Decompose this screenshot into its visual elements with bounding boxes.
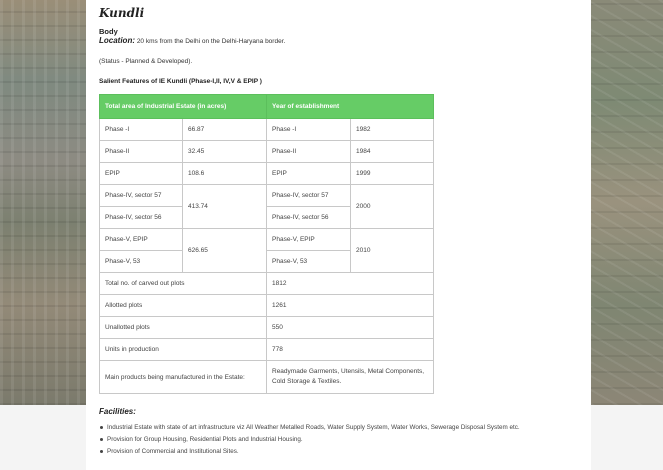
phase-label: Phase-V, 53 xyxy=(100,251,183,273)
stat-label: Units in production xyxy=(100,339,267,361)
phase-label: Phase-V, 53 xyxy=(267,251,351,273)
salient-features-table xyxy=(99,94,434,394)
table-row xyxy=(100,229,434,251)
phase-label: EPIP xyxy=(267,163,351,185)
location-line xyxy=(99,36,285,45)
stat-value: Readymade Garments, Utensils, Metal Components, Cold Storage & Textiles. xyxy=(267,361,434,394)
phase-label: Phase-II xyxy=(100,141,183,163)
area-value: 66.87 xyxy=(183,119,267,141)
area-value: 626.65 xyxy=(183,229,267,273)
phase-label: Phase-IV, sector 57 xyxy=(267,185,351,207)
list-item: Provision for Group Housing, Residential Plots and Industrial Housing. xyxy=(99,436,520,443)
stat-value: 778 xyxy=(267,339,434,361)
background-aerial-image-left xyxy=(0,0,86,405)
location-text: 20 kms from the Delhi on the Delhi-Haryana border. xyxy=(136,38,286,45)
phase-label: Phase-IV, sector 57 xyxy=(100,185,183,207)
phase-label: Phase -I xyxy=(100,119,183,141)
year-value: 1982 xyxy=(351,119,434,141)
table-row xyxy=(100,185,434,207)
list-item: Industrial Estate with state of art infrastructure viz All Weather Metalled Roads, Water Supply System, Water Works, Sewerage Disposal System etc. xyxy=(99,424,520,431)
stat-label: Main products being manufactured in the Estate: xyxy=(100,361,267,394)
list-item: Provision of Commercial and Institutional Sites. xyxy=(99,448,520,455)
table-row xyxy=(100,163,434,185)
phase-label: Phase -I xyxy=(267,119,351,141)
table-row xyxy=(100,119,434,141)
location-label: Location: xyxy=(99,36,135,45)
table-header-row xyxy=(100,95,434,119)
status-text: (Status - Planned & Developed). xyxy=(99,58,193,65)
features-heading: Salient Features of IE Kundli (Phase-I,II, IV,V & EPIP ) xyxy=(99,78,262,85)
facilities-heading: Facilities: xyxy=(99,407,136,416)
phase-label: Phase-V, EPIP xyxy=(267,229,351,251)
stat-value: 1812 xyxy=(267,273,434,295)
table-row xyxy=(100,317,434,339)
table-row xyxy=(100,273,434,295)
area-value: 413.74 xyxy=(183,185,267,229)
table-row xyxy=(100,295,434,317)
area-value: 32.45 xyxy=(183,141,267,163)
phase-label: Phase-IV, sector 56 xyxy=(100,207,183,229)
stat-label: Total no. of carved out plots xyxy=(100,273,267,295)
table-row xyxy=(100,361,434,394)
stat-value: 550 xyxy=(267,317,434,339)
facilities-list xyxy=(99,424,520,460)
table-row xyxy=(100,141,434,163)
phase-label: Phase-II xyxy=(267,141,351,163)
year-value: 2000 xyxy=(351,185,434,229)
header-year-established: Year of establishment xyxy=(267,95,434,119)
phase-label: Phase-V, EPIP xyxy=(100,229,183,251)
stat-value: 1261 xyxy=(267,295,434,317)
year-value: 1999 xyxy=(351,163,434,185)
header-total-area: Total area of Industrial Estate (in acres) xyxy=(100,95,267,119)
phase-label: Phase-IV, sector 56 xyxy=(267,207,351,229)
table-row xyxy=(100,339,434,361)
page-title: Kundli xyxy=(99,6,145,20)
body-label: Body xyxy=(99,27,118,36)
year-value: 1984 xyxy=(351,141,434,163)
stat-label: Allotted plots xyxy=(100,295,267,317)
area-value: 108.6 xyxy=(183,163,267,185)
stat-label: Unallotted plots xyxy=(100,317,267,339)
phase-label: EPIP xyxy=(100,163,183,185)
background-aerial-image-right xyxy=(591,0,663,405)
year-value: 2010 xyxy=(351,229,434,273)
